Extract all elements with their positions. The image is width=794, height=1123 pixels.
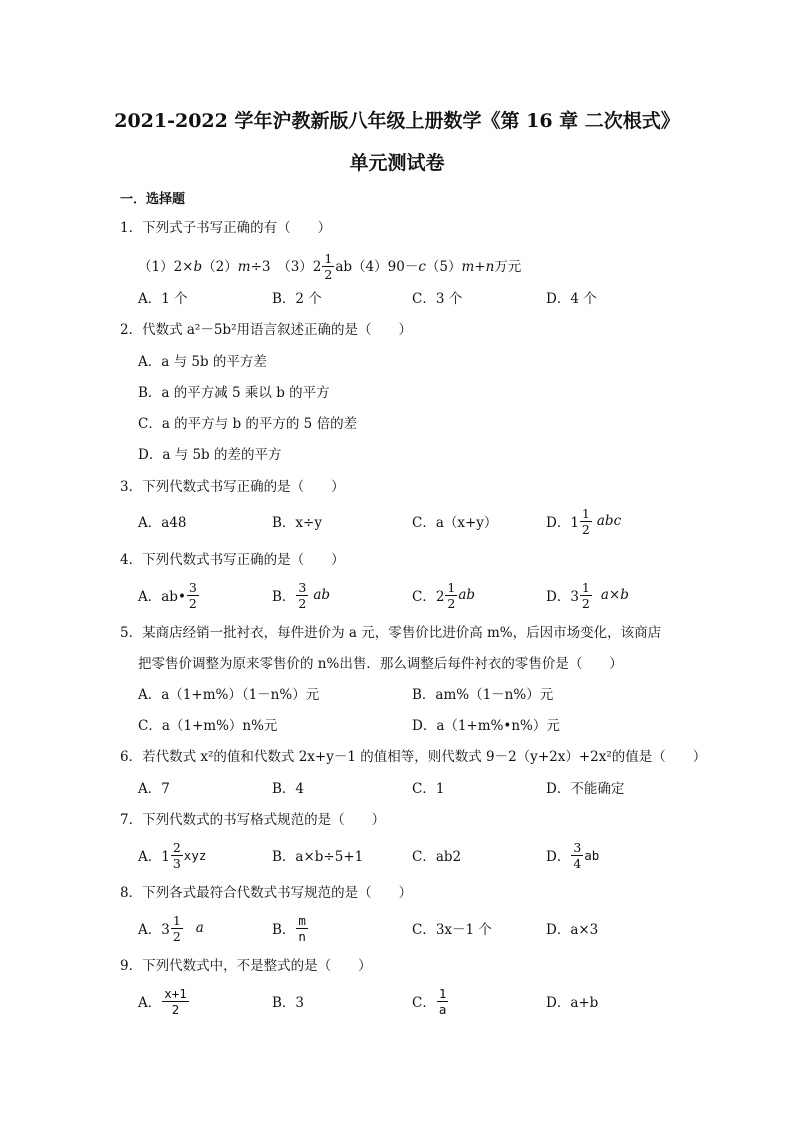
q3-option-a: A．a48 xyxy=(138,515,187,531)
q8-a-prefix: A．3 xyxy=(138,922,170,938)
q4-option-a xyxy=(138,573,200,617)
question-3-stem: 3．下列代数式书写正确的是（ ） xyxy=(120,479,345,495)
q3-options xyxy=(0,499,794,543)
q4-b-fraction xyxy=(296,580,308,611)
fraction-numerator: 1 xyxy=(172,912,181,928)
q1-option-d: D．4 个 xyxy=(546,291,597,307)
question-1-items xyxy=(138,251,521,282)
q8-b-fraction xyxy=(296,913,308,944)
q1-option-b: B．2 个 xyxy=(272,291,322,307)
q4-d-fraction xyxy=(580,580,592,611)
q7-d-prefix: D． xyxy=(546,849,571,865)
q7-option-c: C．ab2 xyxy=(412,849,462,865)
q1-items-g: c xyxy=(418,258,426,275)
q2-option-c: C．a 的平方与 b 的平方的 5 倍的差 xyxy=(138,416,358,432)
question-1-stem: 1．下列式子书写正确的有（ ） xyxy=(120,220,332,236)
q8-option-a xyxy=(138,906,204,950)
page-title-line1: 2021-2022 学年沪教新版八年级上册数学《第 16 章 二次根式》 xyxy=(114,110,680,132)
q1-items-f: ab（4）90－ xyxy=(335,258,419,275)
fraction-numerator: 3 xyxy=(188,579,197,595)
q4-d-prefix: D．3 xyxy=(546,589,579,605)
q1-option-a: A．1 个 xyxy=(138,291,188,307)
q7-d-fraction xyxy=(571,840,583,871)
q3-option-c: C．a（x+y） xyxy=(412,515,498,531)
q1-items-a: （1）2× xyxy=(138,258,194,275)
fraction-numerator: 1 xyxy=(447,579,456,595)
question-7-stem: 7．下列代数式的书写格式规范的是（ ） xyxy=(120,812,386,828)
question-4-stem: 4．下列代数式书写正确的是（ ） xyxy=(120,552,345,568)
q8-option-c: C．3x－1 个 xyxy=(412,922,492,938)
fraction-denominator: 2 xyxy=(324,267,333,282)
q1-fraction xyxy=(322,251,334,282)
fraction-numerator: 1 xyxy=(438,985,447,1001)
question-6-stem: 6．若代数式 x²的值和代数式 2x+y－1 的值相等，则代数式 9－2（y+2x）+2x²的值是（ ） xyxy=(120,749,707,765)
question-2-stem: 2．代数式 a²－5b²用语言叙述正确的是（ ） xyxy=(120,322,412,338)
question-9-stem: 9．下列代数式中，不是整式的是（ ） xyxy=(120,958,372,974)
fraction-denominator: 2 xyxy=(298,595,307,611)
q6-option-c: C．1 xyxy=(412,781,445,797)
q5-option-b: B．am%（1－n%）元 xyxy=(412,687,554,703)
q9-c-fraction xyxy=(437,986,449,1017)
q3-d-suffix: abc xyxy=(596,513,622,529)
question-5-stem-line2: 把零售价调整为原来零售价的 n%出售．那么调整后每件衬衣的零售价是（ ） xyxy=(138,656,623,672)
fraction-denominator: 3 xyxy=(172,855,181,871)
q3-option-b: B．x÷y xyxy=(272,515,322,531)
q7-d-suffix: ab xyxy=(584,847,600,863)
q1-items-c: （2） xyxy=(202,258,238,275)
q1-items-e: ÷3 （3）2 xyxy=(250,258,322,275)
q1-option-c: C．3 个 xyxy=(412,291,463,307)
q9-options xyxy=(0,979,794,1023)
q2-option-a: A．a 与 5b 的平方差 xyxy=(138,354,267,370)
q7-option-d xyxy=(546,833,599,877)
q9-option-a xyxy=(138,979,190,1023)
q4-c-suffix: ab xyxy=(458,587,476,603)
fraction-denominator: n xyxy=(298,928,306,944)
q8-a-suffix: a xyxy=(195,920,204,936)
q7-a-suffix: xyz xyxy=(183,847,207,863)
q9-option-d: D．a+b xyxy=(546,995,599,1011)
q7-options xyxy=(0,833,794,877)
q5-option-d: D．a（1+m%•n%）元 xyxy=(412,718,560,734)
q4-c-fraction xyxy=(445,580,457,611)
q4-option-d xyxy=(546,573,629,617)
q5-option-c: C．a（1+m%）n%元 xyxy=(138,718,278,734)
q4-b-prefix: B． xyxy=(272,589,296,605)
q7-a-fraction xyxy=(171,840,183,871)
q3-d-prefix: D．1 xyxy=(546,515,579,531)
fraction-denominator: 2 xyxy=(171,1001,180,1017)
q4-option-b xyxy=(272,573,330,617)
fraction-denominator: 2 xyxy=(581,595,590,611)
q8-a-fraction xyxy=(171,913,183,944)
q2-option-d: D．a 与 5b 的差的平方 xyxy=(138,447,282,463)
q7-option-b: B．a×b÷5+1 xyxy=(272,849,364,865)
fraction-numerator: 1 xyxy=(581,505,590,521)
q4-options xyxy=(0,573,794,617)
q9-a-prefix: A． xyxy=(138,995,162,1011)
q4-a-fraction xyxy=(187,580,199,611)
fraction-denominator: 2 xyxy=(581,521,590,537)
fraction-numerator: 2 xyxy=(172,839,181,855)
q9-c-prefix: C． xyxy=(412,995,436,1011)
q1-items-h: （5） xyxy=(425,258,462,275)
q7-option-a xyxy=(138,833,206,877)
q6-option-a: A．7 xyxy=(138,781,170,797)
fraction-denominator: 4 xyxy=(573,855,582,871)
q8-b-prefix: B． xyxy=(272,922,296,938)
q5-option-a: A．a（1+m%）（1－n%）元 xyxy=(138,687,320,703)
q8-option-d: D．a×3 xyxy=(546,922,599,938)
q4-c-prefix: C．2 xyxy=(412,589,445,605)
q7-a-prefix: A．1 xyxy=(138,849,170,865)
fraction-numerator: m xyxy=(298,912,306,928)
q3-d-fraction xyxy=(580,506,592,537)
q6-option-b: B．4 xyxy=(272,781,305,797)
q6-option-d: D．不能确定 xyxy=(546,781,625,797)
fraction-numerator: 1 xyxy=(581,579,590,595)
q8-options xyxy=(0,906,794,950)
fraction-numerator: x+1 xyxy=(164,985,187,1001)
q1-items-d: m xyxy=(237,258,251,275)
q3-option-d xyxy=(546,499,621,543)
page-title-line2: 单元测试卷 xyxy=(349,152,445,174)
q2-option-b: B．a 的平方减 5 乘以 b 的平方 xyxy=(138,385,330,401)
fraction-denominator: a xyxy=(438,1001,447,1017)
q9-a-fraction xyxy=(162,986,189,1017)
fraction-denominator: 2 xyxy=(447,595,456,611)
q4-option-c xyxy=(412,573,475,617)
q4-d-suffix: a×b xyxy=(600,587,629,603)
q4-a-prefix: A．ab• xyxy=(138,589,186,605)
question-5-stem-line1: 5．某商店经销一批衬衣，每件进价为 a 元，零售价比进价高 m%，后因市场变化，该商店 xyxy=(120,625,662,641)
q9-option-b: B．3 xyxy=(272,995,305,1011)
question-8-stem: 8．下列各式最符合代数式书写规范的是（ ） xyxy=(120,885,413,901)
fraction-numerator: 3 xyxy=(298,579,307,595)
fraction-denominator: 2 xyxy=(172,928,181,944)
q1-items-i: m+n xyxy=(461,258,495,275)
q1-items-j: 万元 xyxy=(494,258,522,275)
fraction-numerator: 3 xyxy=(573,839,582,855)
q1-items-b: b xyxy=(193,258,203,275)
fraction-numerator: 1 xyxy=(324,251,333,266)
fraction-denominator: 2 xyxy=(188,595,197,611)
section-heading: 一．选择题 xyxy=(120,192,186,207)
q8-option-b xyxy=(272,906,309,950)
q9-option-c xyxy=(412,979,449,1023)
q4-b-suffix: ab xyxy=(313,587,331,603)
